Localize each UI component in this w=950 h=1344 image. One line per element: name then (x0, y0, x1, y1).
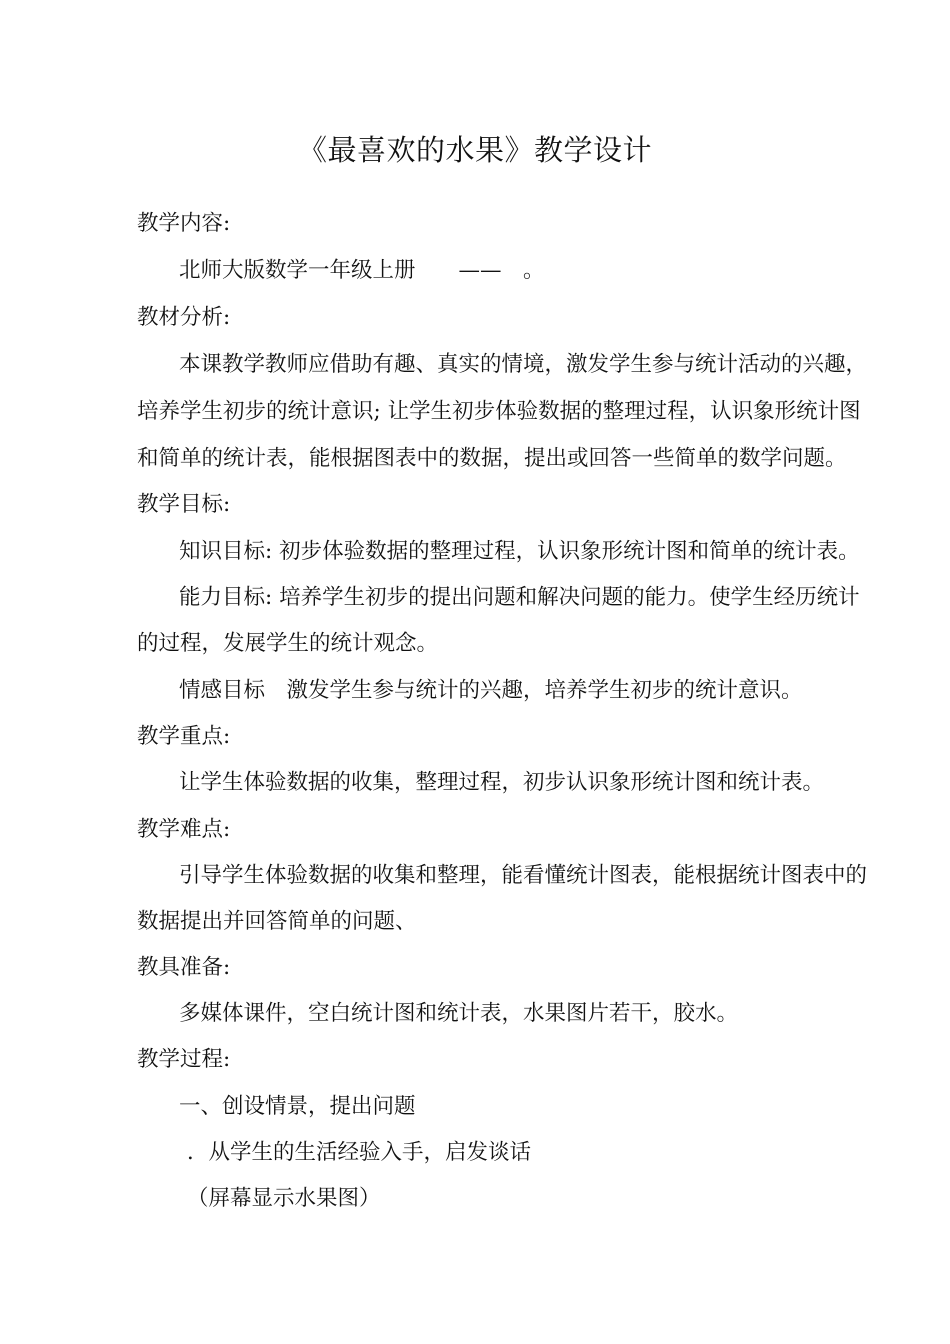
paragraph-textbook: 北师大版数学一年级上册 —— 。 (179, 258, 545, 283)
paragraph-line: 让学生体验数据的收集，整理过程，初步认识象形统计图和统计表。 (179, 770, 825, 795)
section-heading-objectives: 教学目标: (137, 492, 231, 517)
paragraph-line: 培养学生初步的统计意识; 让学生初步体验数据的整理过程，认识象形统计图 (137, 399, 861, 424)
paragraph-line: 多媒体课件，空白统计图和统计表，水果图片若干，胶水。 (179, 1001, 739, 1026)
section-heading-difficulties: 教学难点: (137, 817, 231, 842)
paragraph-line: 数据提出并回答简单的问题、 (137, 909, 417, 934)
paragraph-line: 本课教学教师应借助有趣、真实的情境，激发学生参与统计活动的兴趣， (179, 352, 868, 377)
subsection-heading: 一、创设情景，提出问题 (179, 1094, 416, 1119)
section-heading-key-points: 教学重点: (137, 724, 231, 749)
paragraph-line: 的过程，发展学生的统计观念。 (137, 631, 439, 656)
section-heading-analysis: 教材分析: (137, 305, 231, 330)
list-item: ．从学生的生活经验入手，启发谈话 (187, 1140, 532, 1165)
section-heading-materials: 教具准备: (137, 955, 231, 980)
paragraph-line: 情感目标 激发学生参与统计的兴趣，培养学生初步的统计意识。 (179, 678, 803, 703)
document-title: 《最喜欢的水果》教学设计 (297, 133, 652, 167)
paragraph-line: 知识目标: 初步体验数据的整理过程，认识象形统计图和简单的统计表。 (179, 539, 860, 564)
section-heading-process: 教学过程: (137, 1047, 231, 1072)
list-item: （屏幕显示水果图） (187, 1186, 381, 1211)
section-heading-content: 教学内容: (137, 211, 231, 236)
paragraph-line: 能力目标: 培养学生初步的提出问题和解决问题的能力。使学生经历统计 (179, 585, 860, 610)
paragraph-line: 引导学生体验数据的收集和整理，能看懂统计图表，能根据统计图表中的 (179, 863, 868, 888)
paragraph-line: 和简单的统计表，能根据图表中的数据，提出或回答一些简单的数学问题。 (137, 446, 847, 471)
